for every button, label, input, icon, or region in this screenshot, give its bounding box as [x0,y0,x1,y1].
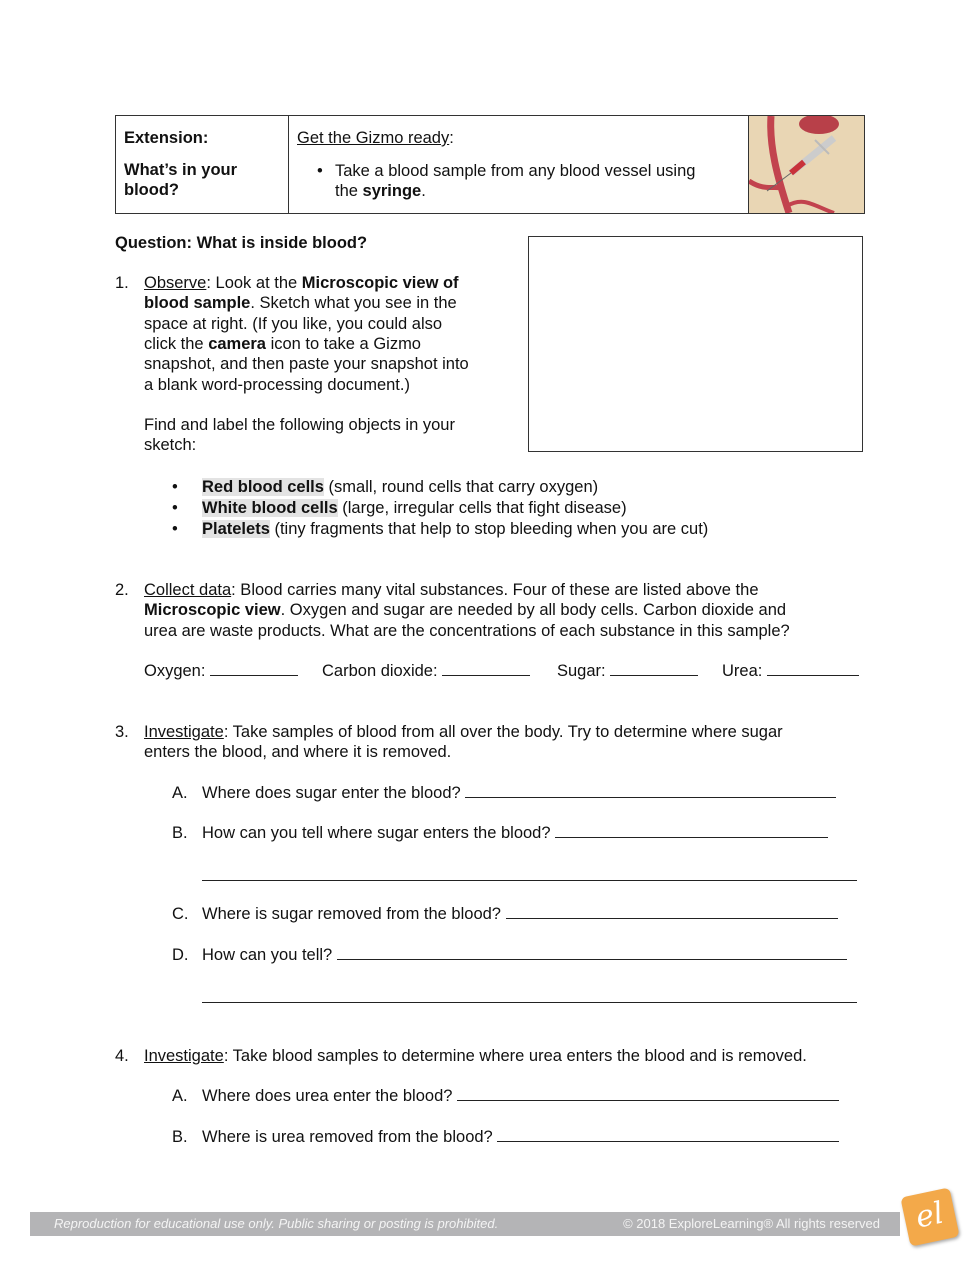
q3c-letter: C. [172,905,189,923]
gizmo-ready-cell [289,116,749,213]
syringe-term: syringe [362,182,422,200]
q2-line2: Microscopic view. Oxygen and sugar are needed by all body cells. Carbon dioxide and [144,601,787,619]
q1-line5: snapshot, and then paste your snapshot into [144,355,469,373]
footer-notice: Reproduction for educational use only. Public sharing or posting is prohibited. [54,1216,499,1231]
q3b-letter: B. [172,824,188,842]
q1-line3: space at right. (If you like, you could also [144,315,443,333]
main-question: Question: What is inside blood? [115,234,368,252]
q3b-field[interactable]: How can you tell where sugar enters the blood? [202,823,828,843]
list-item: White blood cells (large, irregular cells that fight disease) [202,499,627,517]
q3c-field[interactable]: Where is sugar removed from the blood? [202,904,838,924]
list-item: Red blood cells (small, round cells that carry oxygen) [202,478,599,496]
bullet-dot: • [317,162,323,180]
sketch-box[interactable] [528,236,863,452]
q4a-letter: A. [172,1087,188,1105]
q3d-answer-line[interactable] [202,988,857,1003]
q1-line7: Find and label the following objects in your [144,416,455,434]
q3-line1: Investigate: Take samples of blood from all over the body. Try to determine where sugar [144,723,783,741]
extension-cell [116,116,289,213]
q2-number: 2. [115,581,129,599]
footer-bar [30,1212,900,1236]
extension-label: Extension: [124,129,209,147]
explorelearning-logo: el [900,1187,959,1246]
q4-number: 4. [115,1047,129,1065]
q4a-field[interactable]: Where does urea enter the blood? [202,1086,839,1106]
q1-line4: click the camera icon to take a Gizmo [144,335,421,353]
q1-line6: a blank word-processing document.) [144,376,410,394]
q3-line2: enters the blood, and where it is removed. [144,743,452,761]
gizmo-instruction-line1: Take a blood sample from any blood vessel using [335,162,696,180]
carbon-dioxide-field[interactable]: Carbon dioxide: [322,661,530,681]
worksheet-page: Extension: What’s in your blood? Get the Gizmo ready: • Take a blood sample from any blood vessel using the syringe. Question: What is inside blood? 1. Observe: Look at the Microscopic view of blood sample. Sketch what you see in the space at right. (If you like, you could also click the camera icon to take a Gizmo snapshot, and then paste your snapshot into a blank word-processing document.) Find and label the following objects in your sketch: • Red blood cells (small, round cells that carry oxygen) • White blood cells (large, irregular cells that fight disease) • Platelets (tiny fragments that help to stop bleeding when you are cut) 2. Collect data: Blood carries many vital substances. Four of these are listed above the Microscopic view. Oxygen and sugar are needed by all body cells. Carbon dioxide and urea are waste products. What are the concentrations of each substance in this sample? Oxygen: Carbon dioxide: Sugar: Urea: 3. Investigate: Take samples of blood from all over the body. Try to determine where sugar enters the blood, and where it is removed. A. Where does sugar enter the blood? B. How can you tell where sugar enters the blood? C. Where is sugar removed from the blood? D. How can you tell? 4. Investigate: Take blood samples to determine where urea enters the blood and is removed. A. Where does urea enter the blood? B. Where is urea removed from the blood? Reproduction for educational use only. Public sharing or posting is prohibited. © 2018 ExploreLearning® All rights reserved el [0,0,979,1266]
q1-label: Observe [144,274,207,292]
q3-number: 3. [115,723,129,741]
q3a-field[interactable]: Where does sugar enter the blood? [202,783,836,803]
q4-line1: Investigate: Take blood samples to determine where urea enters the blood and is removed. [144,1047,807,1065]
q1-line8: sketch: [144,436,197,454]
header-table [115,115,865,214]
gizmo-instruction-line2: the syringe. [335,182,426,200]
q1-line1: Observe: Look at the Microscopic view of [144,274,459,292]
q3b-answer-line[interactable] [202,866,857,881]
q1-line2: blood sample. Sketch what you see in the [144,294,457,312]
q3d-letter: D. [172,946,189,964]
footer-copyright: © 2018 ExploreLearning® All rights reserved [623,1216,880,1231]
syringe-illustration [749,116,864,213]
extension-title: What’s in your blood? [124,161,238,199]
urea-field[interactable]: Urea: [722,661,859,681]
q2-line1: Collect data: Blood carries many vital substances. Four of these are listed above the [144,581,759,599]
gizmo-ready-heading: Get the Gizmo ready [297,129,450,147]
oxygen-field[interactable]: Oxygen: [144,661,298,681]
q4b-letter: B. [172,1128,188,1146]
sugar-field[interactable]: Sugar: [557,661,698,681]
colon: : [449,129,454,147]
list-item: Platelets (tiny fragments that help to stop bleeding when you are cut) [202,520,709,538]
q2-line3: urea are waste products. What are the concentrations of each substance in this sample? [144,622,790,640]
q3d-field[interactable]: How can you tell? [202,945,847,965]
q1-number: 1. [115,274,129,292]
q3a-letter: A. [172,784,188,802]
q4b-field[interactable]: Where is urea removed from the blood? [202,1127,839,1147]
